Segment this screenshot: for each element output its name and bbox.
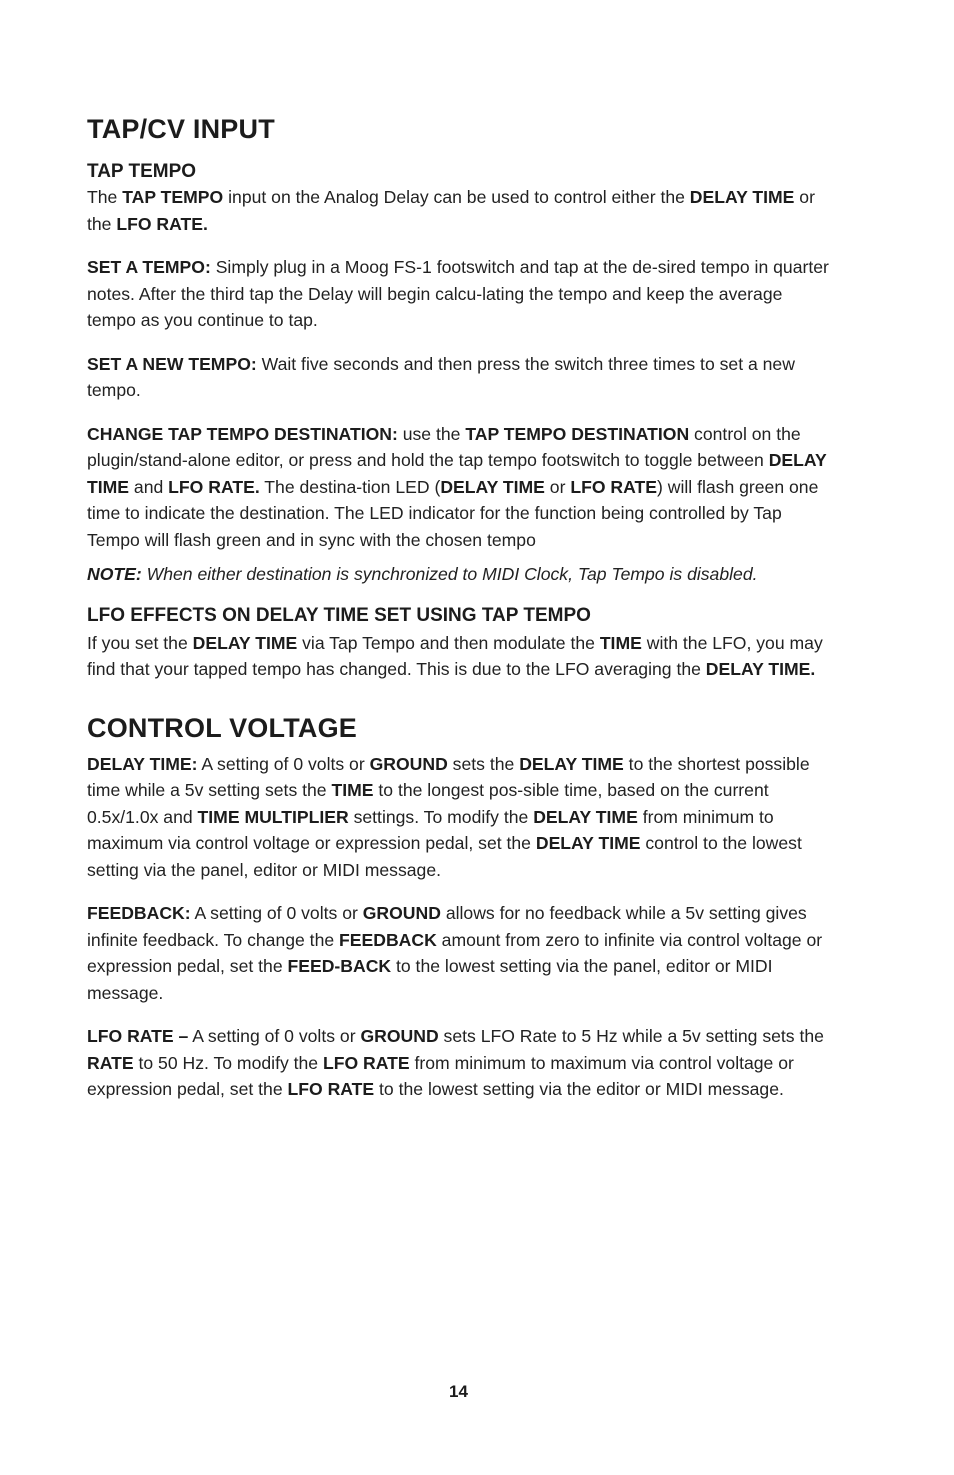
subsection-heading-lfo-effects: LFO EFFECTS ON DELAY TIME SET USING TAP TEMPO [87,604,591,626]
paragraph-note: NOTE: When either destination is synchronized to MIDI Clock, Tap Tempo is disabled. [87,564,758,584]
manual-page [87,112,829,1103]
subsection-tap-tempo [87,160,829,588]
section-title-control-voltage: CONTROL VOLTAGE [87,712,357,743]
section-title-tap-cv-input: TAP/CV INPUT [87,114,275,144]
paragraph-tap-tempo-intro: The TAP TEMPO input on the Analog Delay can be used to control either the DELAY TIME or the LFO RATE. [87,187,815,234]
paragraph-cv-lfo-rate: LFO RATE – A setting of 0 volts or GROUND sets LFO Rate to 5 Hz while a 5v setting sets the RATE to 50 Hz. To modify the LFO RATE from minimum to maximum via control voltage or expression pedal, set the LFO RATE to the lowest setting via the editor or MIDI message. [87,1026,824,1099]
subsection-heading-tap-tempo: TAP TEMPO [87,161,197,182]
paragraph-set-a-new-tempo: SET A NEW TEMPO: Wait five seconds and then press the switch three times to set a new tempo. [87,353,795,400]
paragraph-lfo-effects: If you set the DELAY TIME via Tap Tempo and then modulate the TIME with the LFO, you may find that your tapped tempo has changed. This is due to the LFO averaging the DELAY TIME. [87,632,823,679]
paragraph-set-a-tempo: SET A TEMPO: Simply plug in a Moog FS-1 footswitch and tap at the de-sired tempo in quarter notes. After the third tap the Delay will begin calcu-lating the tempo and keep the average tempo as you continue to tap. [87,257,829,330]
paragraph-cv-delay-time: DELAY TIME: A setting of 0 volts or GROUND sets the DELAY TIME to the shortest possible time while a 5v setting sets the TIME to the longest pos-sible time, based on the current 0.5x/1.0x and TIME MULTIPLIER settings. To modify the DELAY TIME from minimum to maximum via control voltage or expression pedal, set the DELAY TIME control to the lowest setting via the panel, editor or MIDI message. [87,753,810,880]
paragraph-cv-feedback: FEEDBACK: A setting of 0 volts or GROUND allows for no feedback while a 5v setting gives infinite feedback. To change the FEEDBACK amount from zero to infinite via control voltage or expression pedal, set the FEED-BACK to the lowest setting via the panel, editor or MIDI message. [87,903,823,1003]
paragraph-change-tap-tempo-destination: CHANGE TAP TEMPO DESTINATION: use the TAP TEMPO DESTINATION control on the plugin/stand-alone editor, or press and hold the tap tempo footswitch to toggle between DELAY TIME and LFO RATE. The destina-tion LED (DELAY TIME or LFO RATE) will flash green one time to indicate the destination. The LED indicator for the function being controlled by Tap Tempo will flash green and in sync with the chosen tempo [87,423,827,550]
page-number: 14 [449,1382,468,1401]
subsection-lfo-effects [87,604,829,683]
